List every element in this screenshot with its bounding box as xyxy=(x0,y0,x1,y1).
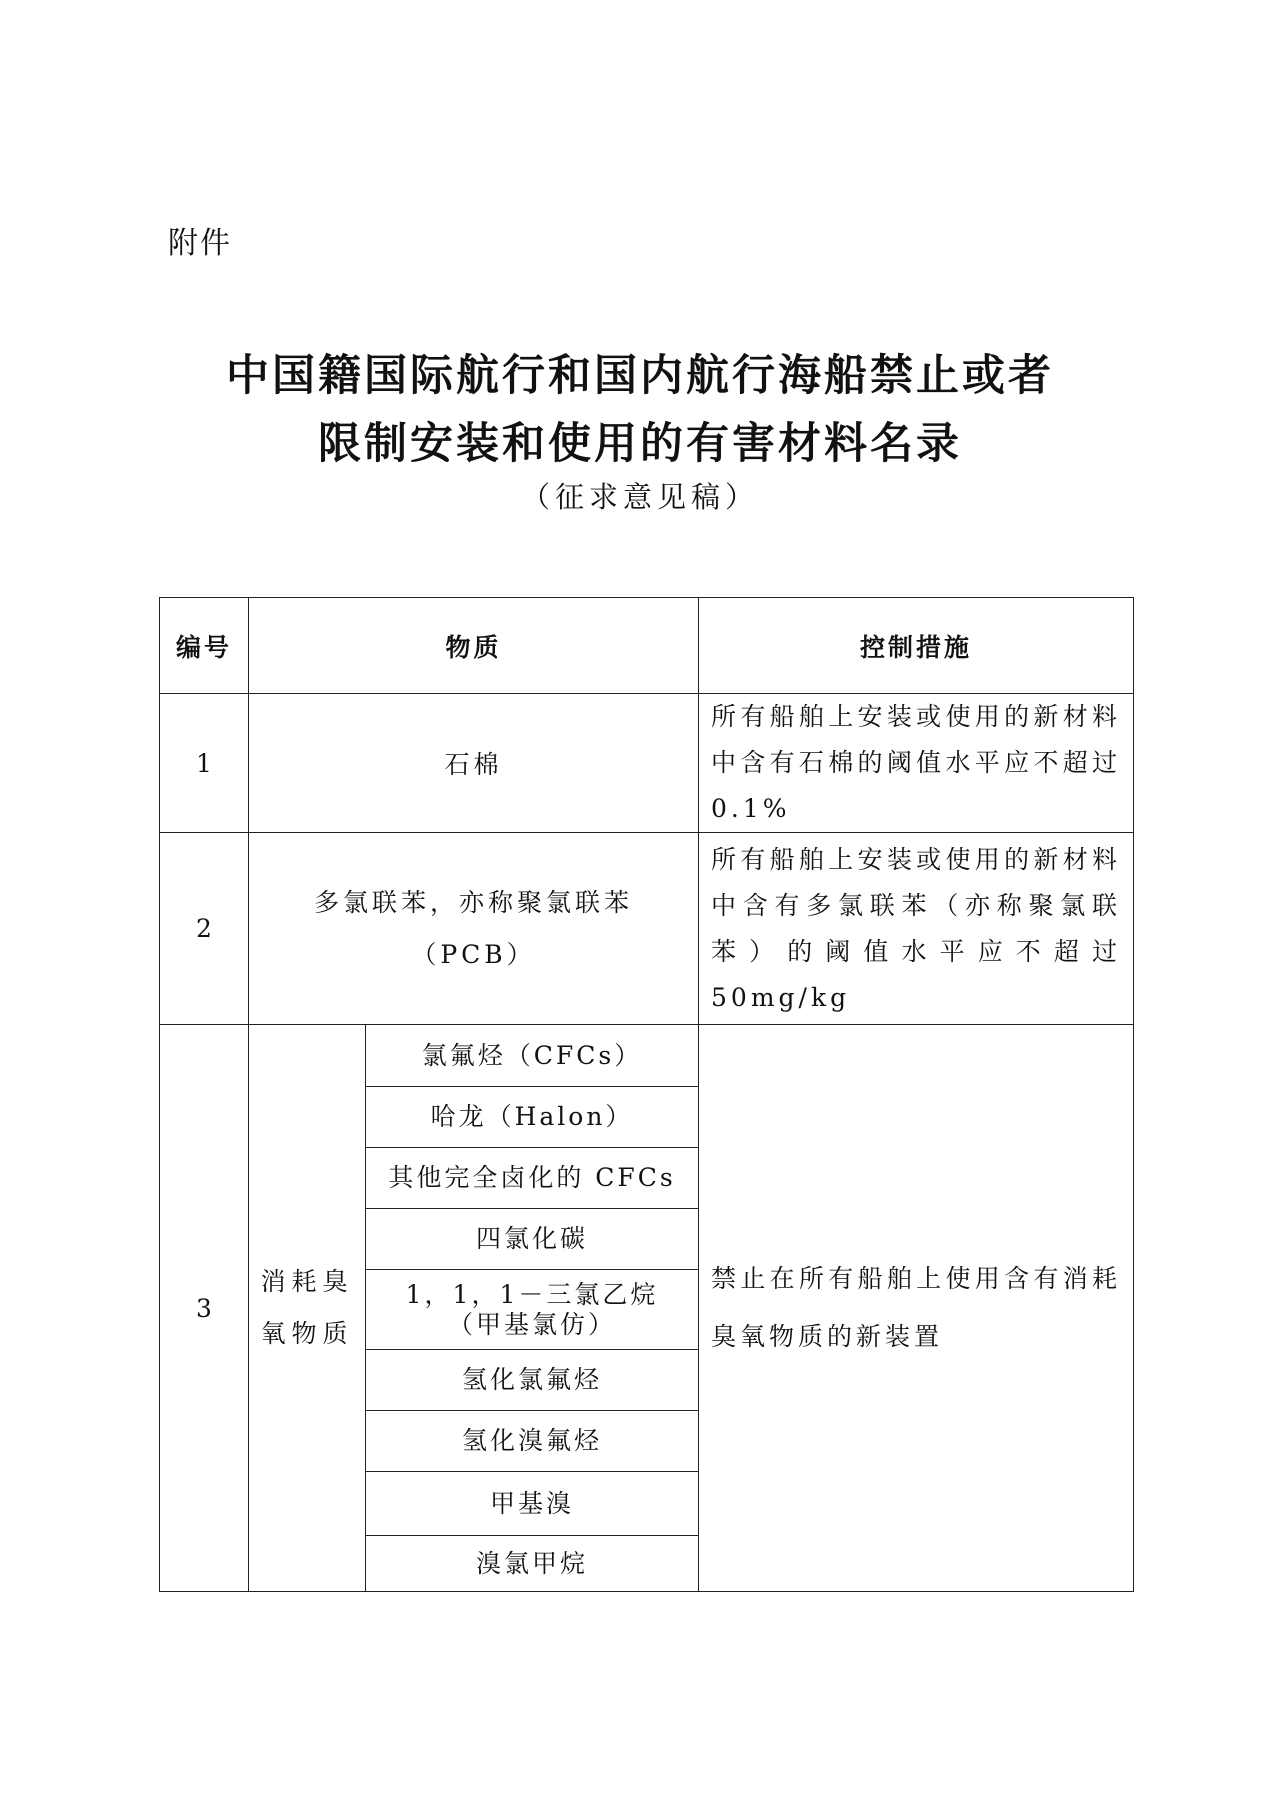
row-number: 1 xyxy=(160,694,249,833)
substance-item: 其他完全卤化的 CFCs xyxy=(366,1148,699,1209)
row-control-measure: 所有船舶上安装或使用的新材料中含有多氯联苯（亦称聚氯联苯）的阈值水平应不超过 50mg/kg xyxy=(699,833,1134,1025)
substance-item: 溴氯甲烷 xyxy=(366,1536,699,1592)
row-number: 2 xyxy=(160,833,249,1025)
row-substance-group: 消耗臭氧物质 xyxy=(249,1025,366,1592)
row-substance-line-1: 多氯联苯，亦称聚氯联苯 xyxy=(314,887,634,917)
header-control: 控制措施 xyxy=(699,598,1134,694)
substance-item: 氢化溴氟烃 xyxy=(366,1411,699,1472)
table-row xyxy=(160,694,1134,833)
substance-item: 四氯化碳 xyxy=(366,1209,699,1270)
substance-item: 氯氟烃（CFCs） xyxy=(366,1025,699,1087)
table-row xyxy=(160,833,1134,1025)
hazardous-materials-table xyxy=(159,597,1134,1592)
row-substance-line-2: （PCB） xyxy=(411,939,536,969)
substance-item: 哈龙（Halon） xyxy=(366,1087,699,1148)
substance-item: 1，1，1－三氯乙烷（甲基氯仿） xyxy=(366,1270,699,1350)
row-number: 3 xyxy=(160,1025,249,1592)
attachment-label: 附件 xyxy=(168,226,232,261)
document-title-line-1: 中国籍国际航行和国内航行海船禁止或者 xyxy=(226,351,1054,401)
table-header-row xyxy=(160,598,1134,694)
substance-item: 甲基溴 xyxy=(366,1472,699,1536)
row-substance: 石棉 xyxy=(249,694,699,833)
header-number: 编号 xyxy=(160,598,249,694)
row-substance xyxy=(249,833,699,1025)
substance-item: 氢化氯氟烃 xyxy=(366,1350,699,1411)
row-control-measure: 禁止在所有船舶上使用含有消耗臭氧物质的新装置 xyxy=(699,1025,1134,1592)
document-subtitle: （征求意见稿） xyxy=(520,480,759,514)
document-title-line-2: 限制安装和使用的有害材料名录 xyxy=(318,419,962,469)
row-control-measure: 所有船舶上安装或使用的新材料中含有石棉的阈值水平应不超过 0.1% xyxy=(699,694,1134,833)
header-substance: 物质 xyxy=(249,598,699,694)
table-row xyxy=(160,1025,1134,1087)
